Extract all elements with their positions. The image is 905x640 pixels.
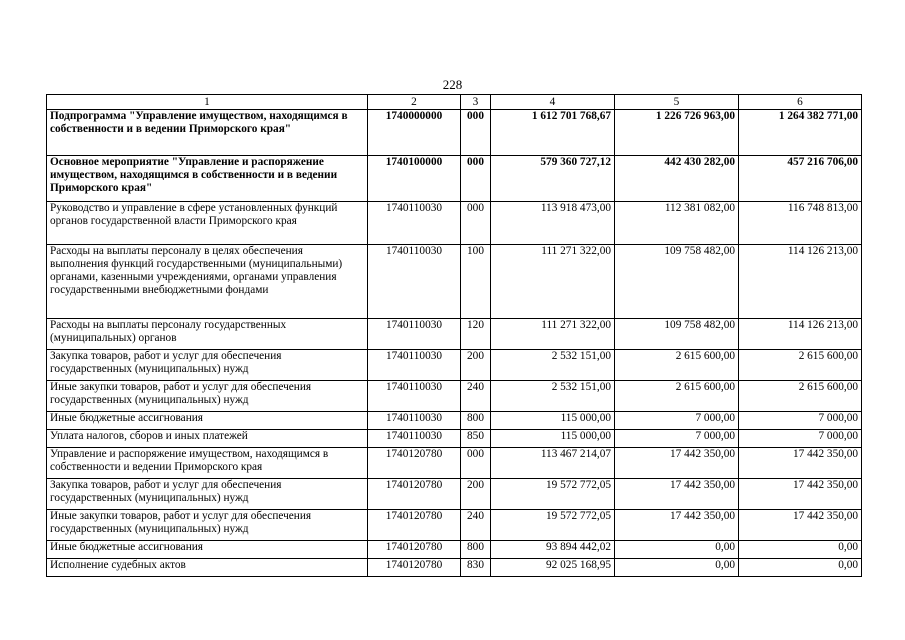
- header-row: [47, 95, 862, 110]
- row-code-cell: 1740120780: [368, 541, 461, 559]
- table-body: [47, 110, 862, 577]
- table-row: [47, 448, 862, 479]
- row-type-cell: 100: [461, 245, 491, 319]
- row-name-cell: Иные бюджетные ассигнования: [47, 412, 368, 430]
- row-amount-4-cell: 19 572 772,05: [491, 479, 615, 510]
- row-code-cell: 1740100000: [368, 156, 461, 202]
- column-header: 4: [491, 95, 615, 110]
- table-row: [47, 319, 862, 350]
- row-code-cell: 1740110030: [368, 202, 461, 245]
- budget-table: [46, 94, 862, 577]
- row-amount-4-cell: 92 025 168,95: [491, 559, 615, 577]
- column-header: 5: [615, 95, 739, 110]
- row-amount-5-cell: 112 381 082,00: [615, 202, 739, 245]
- row-amount-4-cell: 111 271 322,00: [491, 319, 615, 350]
- row-amount-4-cell: 2 532 151,00: [491, 350, 615, 381]
- row-name-cell: Расходы на выплаты персоналу государственных (муниципальных) органов: [47, 319, 368, 350]
- row-amount-6-cell: 7 000,00: [739, 430, 862, 448]
- table-row: [47, 381, 862, 412]
- row-type-cell: 800: [461, 412, 491, 430]
- row-name-cell: Руководство и управление в сфере установленных функций органов государственной власти Приморского края: [47, 202, 368, 245]
- row-amount-6-cell: 7 000,00: [739, 412, 862, 430]
- table-row: [47, 479, 862, 510]
- row-name-cell: Иные закупки товаров, работ и услуг для обеспечения государственных (муниципальных) нужд: [47, 381, 368, 412]
- row-amount-5-cell: 2 615 600,00: [615, 350, 739, 381]
- row-code-cell: 1740110030: [368, 412, 461, 430]
- row-name-cell: Основное мероприятие "Управление и распоряжение имуществом, находящимся в собственности и в ведении Приморского края": [47, 156, 368, 202]
- row-name-cell: Закупка товаров, работ и услуг для обеспечения государственных (муниципальных) нужд: [47, 350, 368, 381]
- table-row: [47, 245, 862, 319]
- row-amount-4-cell: 115 000,00: [491, 430, 615, 448]
- row-type-cell: 000: [461, 156, 491, 202]
- table-row: [47, 559, 862, 577]
- row-amount-4-cell: 1 612 701 768,67: [491, 110, 615, 156]
- table-row: [47, 541, 862, 559]
- row-amount-5-cell: 17 442 350,00: [615, 510, 739, 541]
- row-amount-5-cell: 17 442 350,00: [615, 479, 739, 510]
- row-code-cell: 1740110030: [368, 381, 461, 412]
- row-amount-4-cell: 113 918 473,00: [491, 202, 615, 245]
- row-amount-4-cell: 111 271 322,00: [491, 245, 615, 319]
- column-header: 2: [368, 95, 461, 110]
- row-amount-6-cell: 1 264 382 771,00: [739, 110, 862, 156]
- row-amount-5-cell: 7 000,00: [615, 430, 739, 448]
- row-type-cell: 000: [461, 202, 491, 245]
- row-code-cell: 1740110030: [368, 319, 461, 350]
- row-amount-5-cell: 109 758 482,00: [615, 319, 739, 350]
- row-amount-6-cell: 0,00: [739, 541, 862, 559]
- column-header: 1: [47, 95, 368, 110]
- row-amount-5-cell: 7 000,00: [615, 412, 739, 430]
- row-amount-4-cell: 579 360 727,12: [491, 156, 615, 202]
- row-code-cell: 1740110030: [368, 430, 461, 448]
- row-amount-6-cell: 17 442 350,00: [739, 448, 862, 479]
- row-amount-6-cell: 2 615 600,00: [739, 381, 862, 412]
- table-row: [47, 430, 862, 448]
- row-type-cell: 000: [461, 448, 491, 479]
- row-type-cell: 850: [461, 430, 491, 448]
- row-code-cell: 1740110030: [368, 245, 461, 319]
- row-type-cell: 200: [461, 479, 491, 510]
- row-name-cell: Исполнение судебных актов: [47, 559, 368, 577]
- row-name-cell: Иные бюджетные ассигнования: [47, 541, 368, 559]
- row-code-cell: 1740120780: [368, 510, 461, 541]
- column-header: 3: [461, 95, 491, 110]
- row-name-cell: Закупка товаров, работ и услуг для обеспечения государственных (муниципальных) нужд: [47, 479, 368, 510]
- row-name-cell: Иные закупки товаров, работ и услуг для обеспечения государственных (муниципальных) нужд: [47, 510, 368, 541]
- row-code-cell: 1740110030: [368, 350, 461, 381]
- row-amount-6-cell: 114 126 213,00: [739, 245, 862, 319]
- row-name-cell: Подпрограмма "Управление имуществом, находящимся в собственности и в ведении Приморского края": [47, 110, 368, 156]
- row-name-cell: Управление и распоряжение имуществом, находящимся в собственности и ведении Приморского края: [47, 448, 368, 479]
- row-amount-6-cell: 17 442 350,00: [739, 479, 862, 510]
- row-code-cell: 1740120780: [368, 448, 461, 479]
- row-amount-4-cell: 19 572 772,05: [491, 510, 615, 541]
- row-type-cell: 240: [461, 381, 491, 412]
- row-amount-6-cell: 116 748 813,00: [739, 202, 862, 245]
- table-row: [47, 110, 862, 156]
- row-amount-5-cell: 0,00: [615, 541, 739, 559]
- row-name-cell: Уплата налогов, сборов и иных платежей: [47, 430, 368, 448]
- row-code-cell: 1740120780: [368, 479, 461, 510]
- row-amount-5-cell: 1 226 726 963,00: [615, 110, 739, 156]
- row-amount-5-cell: 0,00: [615, 559, 739, 577]
- row-amount-5-cell: 442 430 282,00: [615, 156, 739, 202]
- row-amount-6-cell: 457 216 706,00: [739, 156, 862, 202]
- table-row: [47, 156, 862, 202]
- table-row: [47, 202, 862, 245]
- row-code-cell: 1740120780: [368, 559, 461, 577]
- column-header: 6: [739, 95, 862, 110]
- row-code-cell: 1740000000: [368, 110, 461, 156]
- row-type-cell: 240: [461, 510, 491, 541]
- row-amount-4-cell: 113 467 214,07: [491, 448, 615, 479]
- row-type-cell: 200: [461, 350, 491, 381]
- table-row: [47, 350, 862, 381]
- table-row: [47, 412, 862, 430]
- row-amount-5-cell: 2 615 600,00: [615, 381, 739, 412]
- row-amount-6-cell: 0,00: [739, 559, 862, 577]
- table-row: [47, 510, 862, 541]
- row-amount-4-cell: 93 894 442,02: [491, 541, 615, 559]
- row-type-cell: 830: [461, 559, 491, 577]
- row-amount-6-cell: 17 442 350,00: [739, 510, 862, 541]
- row-amount-6-cell: 114 126 213,00: [739, 319, 862, 350]
- row-amount-4-cell: 2 532 151,00: [491, 381, 615, 412]
- page-number: 228: [442, 77, 463, 92]
- row-amount-5-cell: 109 758 482,00: [615, 245, 739, 319]
- row-name-cell: Расходы на выплаты персоналу в целях обеспечения выполнения функций государственными (муниципальными) органами, казенными учреждениями, органами управления государственными внебюджетными фондами: [47, 245, 368, 319]
- row-type-cell: 800: [461, 541, 491, 559]
- row-amount-5-cell: 17 442 350,00: [615, 448, 739, 479]
- row-type-cell: 120: [461, 319, 491, 350]
- row-amount-4-cell: 115 000,00: [491, 412, 615, 430]
- row-type-cell: 000: [461, 110, 491, 156]
- row-amount-6-cell: 2 615 600,00: [739, 350, 862, 381]
